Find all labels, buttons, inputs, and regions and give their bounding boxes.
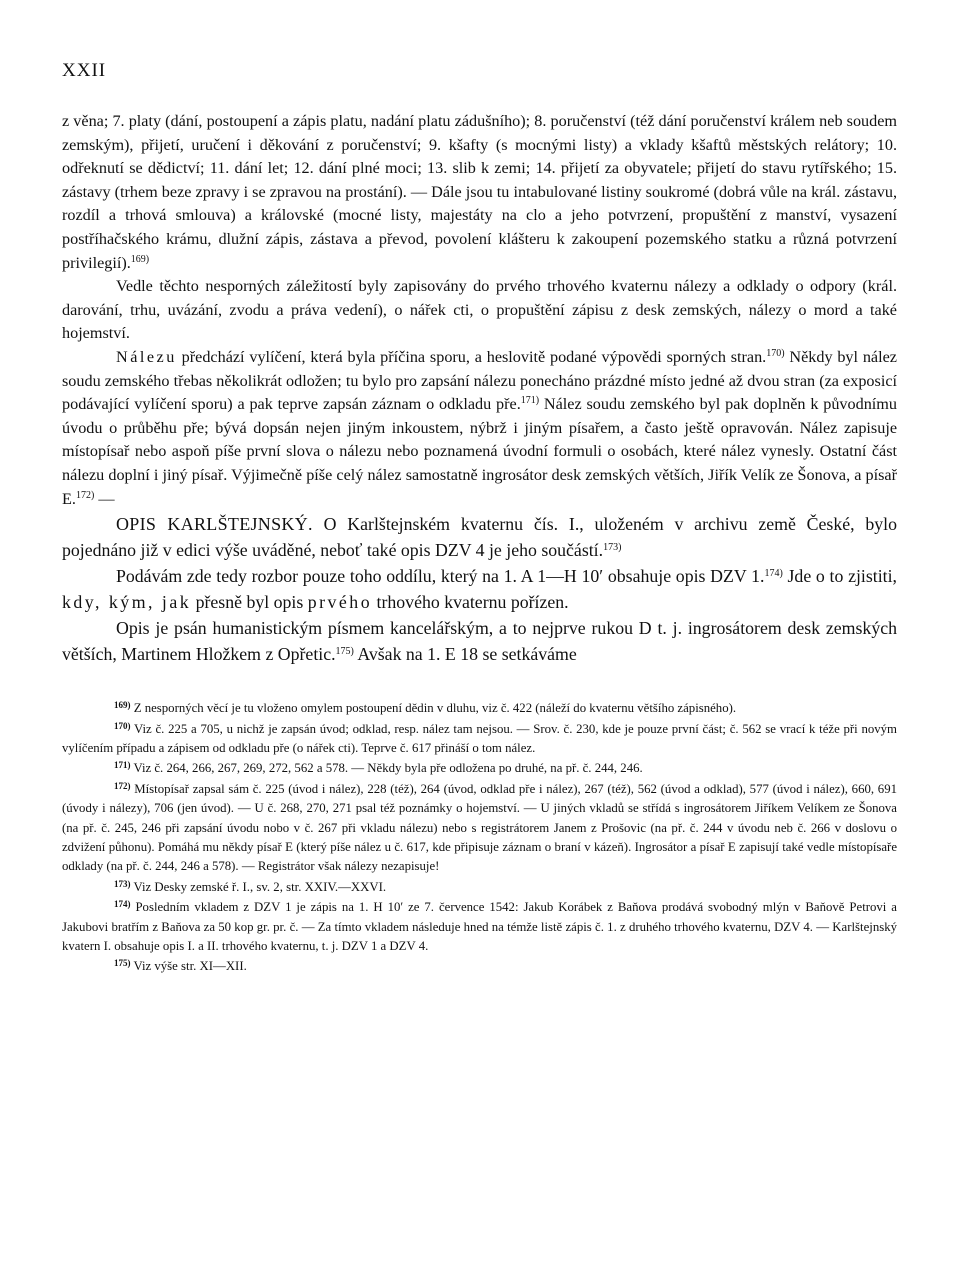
paragraph-3: Nálezu předchází vylíčení, která byla příčina sporu, a heslovitě podané výpovědi sporných stran.$^{170)}$ Někdy byl nález soudu zemského třebas několikrát odložen; tu bylo pro zapsání nálezu ponecháno prázdné místo jedné až dvou stran (za exposicí podávající vylíčení sporu) a pak teprve zapsán záznam o odkladu pře.$^{171)}$ Nález soudu zemského byl pak doplněn k původnímu úvodu o průběhu pře; bývá dopsán nejen jiným inkoustem, nýbrž i jiným písařem, a často ještě opravován. Nález zapisuje místopísař nebo aspoň píše první slova o nálezu nebo poznamená úvodní formuli o osobách, které nález vynesly. Ostatní část nálezu doplní i jiný písař. Výjimečně píše celý nález samostatně ingrosátor desk zemských větších, Jiřík Velík ze Šonova, a písař E.$^{172)}$ — — [62, 347, 897, 508]
paragraph-5: Podávám zde tedy rozbor pouze toho oddílu, který na 1. A 1—H 10′ obsahuje opis DZV 1.$^{174)}$ Jde o to zjistiti, kdy, kým, jak přesně byl opis prvého trhového kvaternu pořízen. — [62, 566, 897, 613]
footnote-172: $^{172)}$ Místopísař zapsal sám č. 225 (úvod i nález), 228 (též), 264 (úvod, odklad pře i nález), 267 (též), 562 (úvod a odklad), 577 (úvod i nález), 660, 691 (úvody i nálezy), 706 (jen úvod). — U č. 268, 270, 271 psal též poznámky o hojemství. — U jiných vkladů se střídá s ingrosátorem Jiříkem Velíkem ze Šonova (na př. č. 245, 246 při zapsání úvodu nobo v č. 267 při vkladu nálezu) nebo s registrátorem Janem z Prošovic (na př. č. 244 v úvodu neb č. 266 v doslovu o zdvižení půhonu). Pomáhá mu někdy písař E (který píše nález u č. 617, kde připisuje záznam o braní v kázeň). Ingrosátor a písař E zapisují také vedle místopísaře odklady (na př. č. 244, 246 a 578). — Registrátor však nálezy nezapisuje! — [62, 780, 897, 874]
footnote-ref-170[interactable]: 170) — [766, 347, 785, 359]
footnote-171: $^{171)}$ Viz č. 264, 266, 267, 269, 272, 562 a 578. — Někdy byla pře odložena po druhé, na př. č. 244, 246. — [114, 760, 643, 776]
footnote-number: 170 — [114, 720, 128, 731]
page — [62, 60, 897, 978]
main-text — [62, 110, 897, 667]
footnote-ref-169[interactable]: 169) — [130, 253, 150, 265]
page-number: XXII — [62, 60, 107, 81]
footnote-number: 173 — [114, 878, 128, 889]
paragraph-2: Vedle těchto nesporných záležitostí byly zapisovány do prvého trhového kvaternu nálezy a odklady o odpory (král. darování, trhu, uvázání, zvodu a práva vedení), o nářek cti, o propuštění zápisu z desk zemských, nálezy o mord a také hojemství. — [62, 277, 897, 343]
paragraph-6: Opis je psán humanistickým písmem kancelářským, a to nejprve rukou D t. j. ingrosátorem desk zemských větších, Martinem Hložkem z Opřetic.$^{175)}$ Avšak na 1. E 18 se setkáváme — [62, 618, 897, 665]
footnote-number: 169 — [114, 700, 128, 711]
term-nalezu: Nálezu — [116, 347, 177, 366]
footnote-number: 171 — [114, 760, 128, 771]
spaced-emphasis-kdy-kym-jak: kdy, kým, jak — [62, 592, 192, 613]
footnote-175: $^{175)}$ Viz výše str. XI—XII. — [114, 958, 247, 974]
footnote-ref-172[interactable]: 172) — [75, 489, 95, 501]
footnote-number: 172 — [114, 780, 128, 791]
footnote-ref-174[interactable]: 174) — [764, 568, 783, 580]
footnote-173: $^{173)}$ Viz Desky zemské ř. I., sv. 2, str. XXIV.—XXVI. — [114, 878, 387, 894]
paragraph-4: OPIS KARLŠTEJNSKÝ. O Karlštejnském kvaternu čís. I., uloženém v archivu země České, bylo pojednáno již v edici výše uváděné, neboť také opis DZV 4 je jeho součástí.$^{173)}$ — [62, 514, 897, 561]
footnote-ref-175[interactable]: 175) — [335, 646, 354, 658]
footnote-ref-173[interactable]: 173) — [603, 542, 622, 554]
footnote-169: $^{169)}$ Z nesporných věcí je tu vloženo omylem postoupení dědin v dluhu, viz č. 422 (náleží do kvaternu většího zápisného). — [114, 700, 737, 716]
footnote-174: $^{174)}$ Posledním vkladem z DZV 1 je zápis na 1. H 10′ ze 7. července 1542: Jakub Korábek z Baňova prodává svobodný mlýn v Baňově Petrovi a Jakubovi bratřím z Baňova za 50 kop gr. pr. č. — Za tímto vkladem následuje hned na témže listě zápis č. 1. z druhého trhového kvaternu, DZV 4. — Karlštejnský kvatern I. obsahuje opis I. a II. trhového kvaternu, t. j. DZV 1 a DZV 4. — [62, 899, 897, 953]
footnote-number: 174 — [114, 899, 128, 910]
paragraph-1: z věna; 7. platy (dání, postoupení a zápis platu, nadání platu zádušního); 8. poručenství (též dání poručenství králem neb soudem zemským), přijetí, uručení i děkování z poručenství; 9. kšafty (s mocnými listy) a vklady kšaftů městských relátory; 10. odřeknutí se dědictví; 11. dání let; 12. dání plné moci; 13. slib k zemi; 14. přijetí za obyvatele; přijetí do stavu rytířského; 15. zástavy (trhem beze zpravy i se zpravou na prostání). — Dále jsou tu intabulované listiny soukromé (dobrá vůle na král. zástavu, rozdíl a trhová smlouva) a královské (mocné listy, majestáty na clo a jeho potvrzení, propuštění z manství, vysazení postříhačského krámu, dlužní zápis, zástava a převod, povolení klášteru k zakoupení pozemského statku a různá potvrzení privilegií).$^{169)}$ — [62, 112, 897, 272]
section-heading: OPIS KARLŠTEJNSKÝ. — [116, 514, 313, 535]
footnote-170: $^{170)}$ Viz č. 225 a 705, u nichž je zapsán úvod; odklad, resp. nález tam nejsou. — Srov. č. 230, kde je pouze první část; č. 562 se vrací k téže při novým vylíčením případu a zápisem od odkladu pře (o nářek cti). Teprve č. 617 přináší o tom nález. — [62, 720, 897, 755]
footnote-number: 175 — [114, 958, 128, 969]
footnote-ref-171[interactable]: 171) — [520, 395, 540, 407]
spaced-emphasis-prveho: prvého — [307, 592, 373, 613]
footnotes — [62, 699, 897, 977]
